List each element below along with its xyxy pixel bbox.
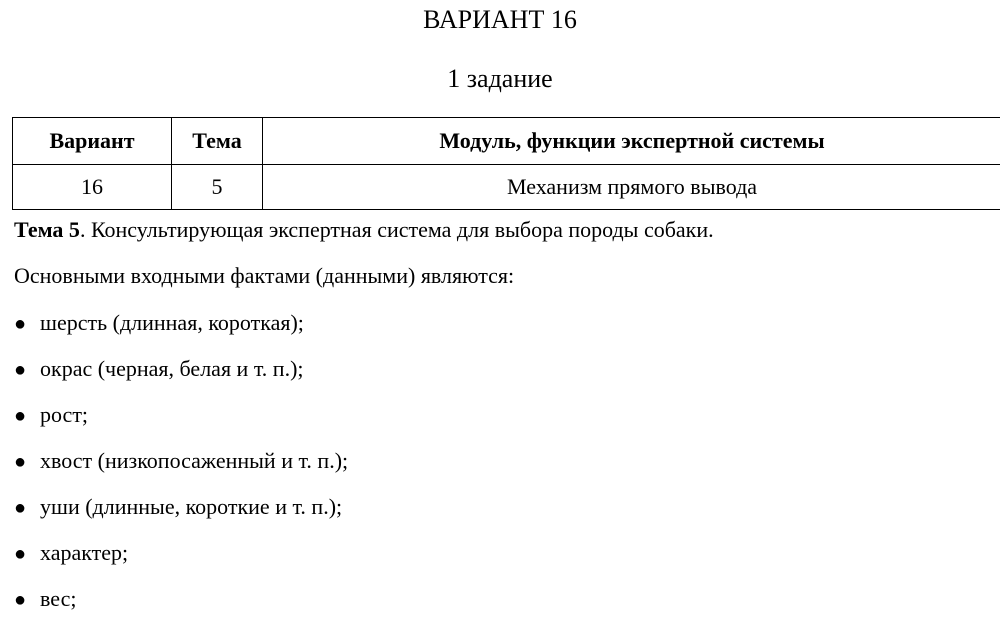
list-item xyxy=(14,491,348,537)
variant-table xyxy=(12,117,1000,210)
list-item-text: шерсть (длинная, короткая); xyxy=(40,310,304,335)
variant-title: ВАРИАНТ 16 xyxy=(423,5,577,34)
list-item-text: вес; xyxy=(40,586,77,611)
list-item-text: характер; xyxy=(40,540,129,565)
list-item xyxy=(14,537,348,583)
list-item xyxy=(14,583,348,629)
facts-intro: Основными входными фактами (данными) являются: xyxy=(14,263,515,288)
cell-module: Механизм прямого вывода xyxy=(263,165,1000,210)
list-item xyxy=(14,399,348,445)
cell-theme: 5 xyxy=(172,165,263,210)
bullet-icon: ● xyxy=(14,543,27,565)
bullet-icon: ● xyxy=(14,359,27,381)
theme-text: . Консультирующая экспертная система для выбора породы собаки. xyxy=(79,217,714,242)
list-item-text: уши (длинные, короткие и т. п.); xyxy=(40,494,343,519)
table-row xyxy=(13,165,1000,210)
header-theme: Тема xyxy=(172,118,263,165)
bullet-icon: ● xyxy=(14,313,27,335)
bullet-icon: ● xyxy=(14,589,27,611)
task-title: 1 задание xyxy=(447,64,553,93)
cell-variant: 16 xyxy=(13,165,172,210)
list-item xyxy=(14,307,348,353)
bullet-icon: ● xyxy=(14,451,27,473)
theme-label: Тема 5 xyxy=(14,217,80,242)
facts-list xyxy=(14,307,348,629)
list-item-text: хвост (низкопосаженный и т. п.); xyxy=(40,448,349,473)
list-item-text: окрас (черная, белая и т. п.); xyxy=(40,356,304,381)
list-item-text: рост; xyxy=(40,402,89,427)
bullet-icon: ● xyxy=(14,405,27,427)
list-item xyxy=(14,445,348,491)
list-item xyxy=(14,353,348,399)
table-header-row xyxy=(13,118,1000,165)
header-variant: Вариант xyxy=(13,118,172,165)
theme-description xyxy=(14,214,714,246)
bullet-icon: ● xyxy=(14,497,27,519)
header-module: Модуль, функции экспертной системы xyxy=(263,118,1000,165)
